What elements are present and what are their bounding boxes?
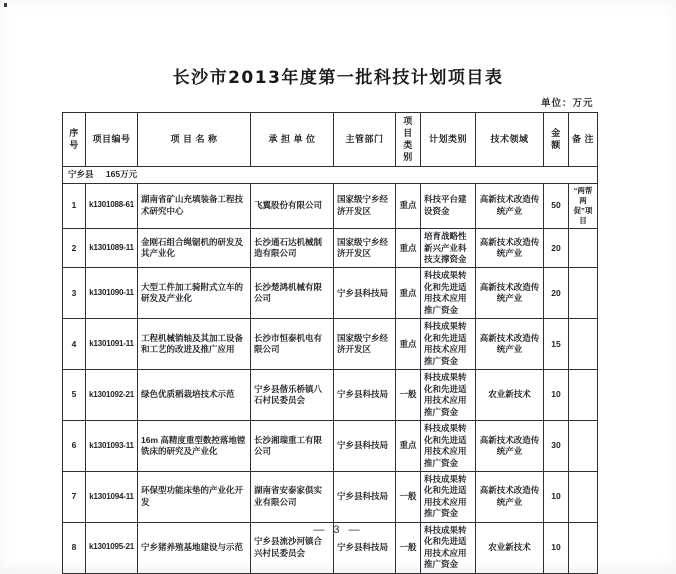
cell-plan: 科技成果转化和先进适用技术应用推广资金 [421,522,476,573]
cell-category: 重点 [396,421,421,472]
cell-code: k1301092-21 [86,370,138,421]
cell-code: k1301095-21 [86,522,138,573]
unit-note: 单位：万元 [541,98,594,109]
cell-category: 重点 [396,229,421,268]
header-field: 技术领域 [476,113,544,167]
projects-table [62,112,598,574]
cell-name: 湖南省矿山充填装备工程技术研究中心 [138,183,251,229]
cell-plan: 科技成果转化和先进适用技术应用推广资金 [421,370,476,421]
cell-code: k1301093-11 [86,421,138,472]
cell-code: k1301090-11 [86,268,138,319]
cell-code: k1301094-11 [86,471,138,522]
header-name: 项 目 名 称 [138,113,251,167]
cell-amount: 20 [544,229,569,268]
header-dept: 主管部门 [334,113,396,167]
cell-dept: 国家级宁乡经济开发区 [334,229,396,268]
cell-name: 大型工件加工骑附式立车的研发及产业化 [138,268,251,319]
header-row [63,113,598,167]
cell-plan: 科技成果转化和先进适用技术应用推广资金 [421,319,476,370]
header-no: 序号 [63,113,86,167]
cell-category: 重点 [396,319,421,370]
table-header [63,113,598,167]
cell-category: 一般 [396,522,421,573]
scan-artifact-dot [4,3,7,7]
cell-dept: 宁乡县科技局 [334,471,396,522]
cell-remark: “两帮两促”项目 [569,183,598,229]
cell-no: 5 [63,370,86,421]
cell-dept: 宁乡县科技局 [334,370,396,421]
group-row-cell [63,166,598,183]
header-plan: 计划类别 [421,113,476,167]
cell-category: 一般 [396,471,421,522]
cell-code: k1301091-11 [86,319,138,370]
cell-remark [569,229,598,268]
cell-code: k1301088-61 [86,183,138,229]
header-category: 项目类别 [396,113,421,167]
cell-amount: 15 [544,319,569,370]
cell-amount: 10 [544,370,569,421]
table-row [63,229,598,268]
cell-dept: 国家级宁乡经济开发区 [334,319,396,370]
cell-field: 高新技术改造传统产业 [476,319,544,370]
cell-field: 高新技术改造传统产业 [476,421,544,472]
cell-amount: 50 [544,183,569,229]
cell-dept: 国家级宁乡经济开发区 [334,183,396,229]
group-region-label: 宁乡县 [68,168,94,179]
cell-remark [569,370,598,421]
cell-code: k1301089-11 [86,229,138,268]
cell-unit: 长沙市恒泰机电有限公司 [251,319,334,370]
cell-unit: 湖南省安泰家俱实业有限公司 [251,471,334,522]
table-row [63,268,598,319]
table-body [63,166,598,573]
cell-name: 宁乡猪养殖基地建设与示范 [138,522,251,573]
cell-plan: 科技成果转化和先进适用技术应用推广资金 [421,421,476,472]
cell-plan: 科技成果转化和先进适用技术应用推广资金 [421,471,476,522]
cell-plan: 科技成果转化和先进适用技术应用推广资金 [421,268,476,319]
cell-amount: 10 [544,522,569,573]
table-row [63,183,598,229]
page-number: — 3 — [313,524,363,536]
cell-unit: 宁乡县偕乐桥镇八石村民委员会 [251,370,334,421]
cell-field: 农业新技术 [476,370,544,421]
cell-remark [569,319,598,370]
cell-plan: 科技平台建设资金 [421,183,476,229]
cell-no: 7 [63,471,86,522]
cell-remark [569,268,598,319]
cell-field: 高新技术改造传统产业 [476,268,544,319]
cell-dept: 宁乡县科技局 [334,268,396,319]
cell-amount: 20 [544,268,569,319]
group-row-ningxiang [63,166,598,183]
cell-name: 16m 高精度重型数控落地镗铣床的研究及产业化 [138,421,251,472]
cell-name: 金刚石组合绳锯机的研发及其产业化 [138,229,251,268]
cell-remark [569,421,598,472]
cell-field: 高新技术改造传统产业 [476,471,544,522]
cell-amount: 30 [544,421,569,472]
cell-unit: 飞翼股份有限公司 [251,183,334,229]
cell-no: 6 [63,421,86,472]
cell-remark [569,471,598,522]
cell-plan: 培育战略性新兴产业科技支撑资金 [421,229,476,268]
cell-name: 环保型功能床垫的产业化开发 [138,471,251,522]
group-total-label: 165万元 [105,168,138,179]
header-code: 项目编号 [86,113,138,167]
header-unit: 承 担 单 位 [251,113,334,167]
table-row [63,370,598,421]
table-row [63,319,598,370]
cell-category: 重点 [396,183,421,229]
cell-unit: 长沙湘瑞重工有限公司 [251,421,334,472]
cell-unit: 长沙通石达机械制造有限公司 [251,229,334,268]
cell-name: 工程机械销轴及其加工设备和工艺的改进及推广应用 [138,319,251,370]
cell-category: 一般 [396,370,421,421]
cell-unit: 长沙楚鸿机械有限公司 [251,268,334,319]
cell-dept: 宁乡县科技局 [334,522,396,573]
cell-field: 高新技术改造传统产业 [476,183,544,229]
cell-no: 4 [63,319,86,370]
cell-dept: 宁乡县科技局 [334,421,396,472]
cell-no: 1 [63,183,86,229]
cell-no: 3 [63,268,86,319]
page-title: 长沙市2013年度第一批科技计划项目表 [172,68,504,88]
cell-unit: 宁乡县流沙河镇合兴村民委员会 [251,522,334,573]
cell-no: 2 [63,229,86,268]
cell-amount: 10 [544,471,569,522]
cell-field: 农业新技术 [476,522,544,573]
header-amount: 金额 [544,113,569,167]
cell-no: 8 [63,522,86,573]
cell-category: 重点 [396,268,421,319]
table-row [63,421,598,472]
table-row [63,471,598,522]
header-remark: 备 注 [569,113,598,167]
cell-field: 高新技术改造传统产业 [476,229,544,268]
cell-name: 绿色优质稻栽培技术示范 [138,370,251,421]
